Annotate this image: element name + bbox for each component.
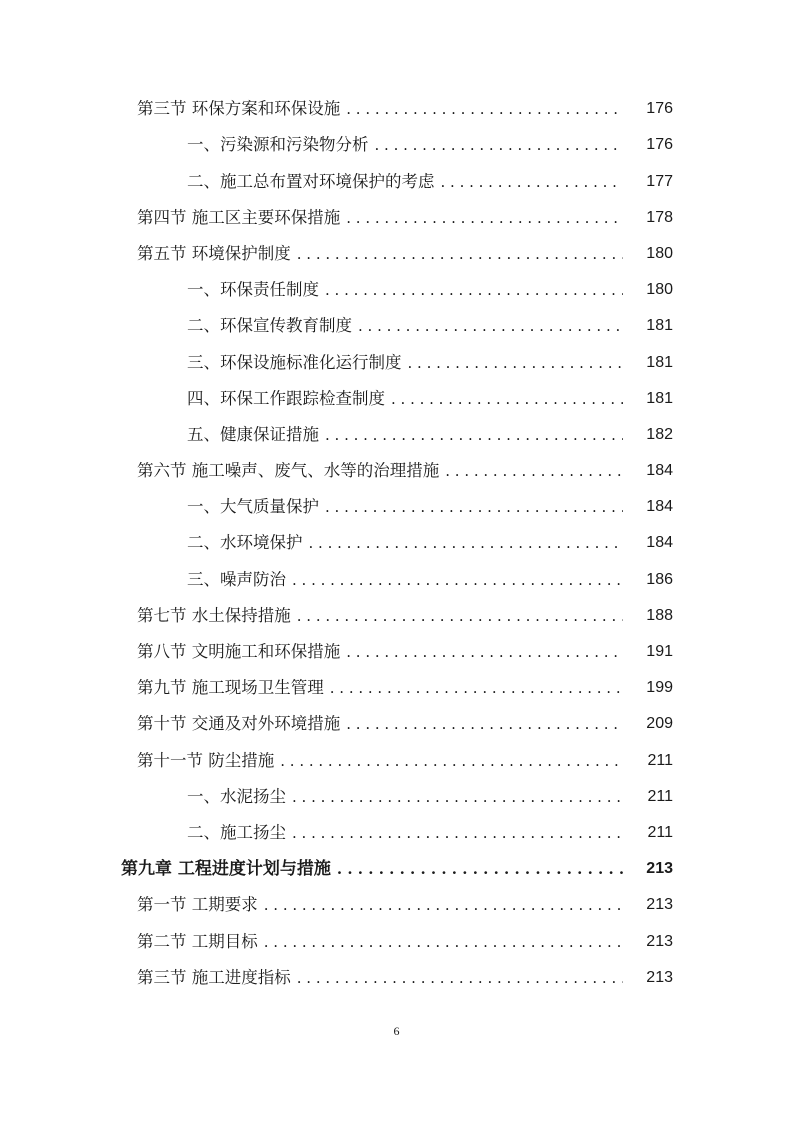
table-of-contents (0, 90, 793, 995)
toc-entry-page: 211 (647, 823, 673, 841)
toc-subsection-entry[interactable] (0, 524, 793, 560)
toc-entry-title: 第二节 工期目标 (137, 931, 258, 951)
toc-dot-leader (375, 135, 624, 155)
toc-dot-leader (292, 787, 623, 807)
toc-entry-page: 213 (646, 896, 673, 914)
toc-section-entry[interactable] (0, 741, 793, 777)
toc-section-entry[interactable] (0, 90, 793, 126)
toc-dot-leader (441, 172, 624, 192)
toc-dot-leader (292, 570, 623, 590)
toc-dot-leader (292, 823, 623, 843)
toc-dot-leader (264, 895, 623, 915)
toc-dot-leader (325, 280, 623, 300)
toc-entry-title: 一、大气质量保护 (187, 497, 319, 517)
toc-dot-leader (445, 461, 623, 481)
toc-dot-leader (346, 642, 623, 662)
toc-dot-leader (297, 244, 623, 264)
toc-dot-leader (391, 389, 623, 409)
toc-entry-title: 一、环保责任制度 (187, 280, 319, 300)
toc-section-entry[interactable] (0, 705, 793, 741)
toc-entry-page: 176 (646, 136, 673, 154)
toc-entry-page: 180 (646, 244, 673, 262)
toc-entry-title: 第七节 水土保持措施 (137, 605, 291, 625)
toc-entry-title: 五、健康保证措施 (187, 424, 319, 444)
toc-section-entry[interactable] (0, 199, 793, 235)
toc-dot-leader (346, 99, 623, 119)
toc-section-entry[interactable] (0, 959, 793, 995)
toc-entry-page: 181 (646, 389, 673, 407)
toc-entry-page: 182 (646, 425, 673, 443)
toc-entry-page: 186 (646, 570, 673, 588)
toc-entry-page: 184 (646, 462, 673, 480)
toc-subsection-entry[interactable] (0, 380, 793, 416)
toc-entry-title: 第八节 文明施工和环保措施 (137, 642, 341, 661)
toc-entry-title: 三、噪声防治 (187, 569, 286, 589)
toc-section-entry[interactable] (0, 597, 793, 633)
toc-entry-page: 176 (646, 100, 673, 118)
toc-entry-title: 第四节 施工区主要环保措施 (137, 207, 341, 227)
toc-entry-page: 213 (646, 860, 673, 878)
toc-dot-leader (325, 425, 623, 445)
toc-entry-page: 191 (646, 643, 673, 660)
toc-entry-title: 第十节 交通及对外环境措施 (137, 714, 341, 734)
toc-entry-title: 第五节 环境保护制度 (137, 243, 291, 263)
toc-entry-page: 213 (646, 968, 673, 986)
toc-section-entry[interactable] (0, 235, 793, 271)
toc-entry-title: 第三节 施工进度指标 (137, 967, 291, 987)
toc-entry-page: 188 (646, 606, 673, 624)
toc-entry-page: 177 (646, 172, 673, 190)
toc-section-entry[interactable] (0, 886, 793, 922)
toc-entry-page: 184 (646, 534, 673, 552)
toc-section-entry[interactable] (0, 633, 793, 669)
toc-entry-title: 二、施工总布置对环境保护的考虑 (187, 171, 435, 191)
toc-entry-title: 二、施工扬尘 (187, 822, 286, 842)
toc-subsection-entry[interactable] (0, 560, 793, 596)
toc-entry-page: 184 (646, 498, 673, 516)
toc-entry-page: 178 (646, 208, 673, 226)
toc-dot-leader (330, 678, 623, 698)
toc-entry-page: 209 (646, 715, 673, 733)
toc-entry-page: 211 (647, 787, 673, 805)
toc-entry-title: 一、污染源和污染物分析 (187, 135, 369, 155)
toc-dot-leader (309, 533, 624, 553)
toc-entry-page: 180 (646, 281, 673, 299)
toc-subsection-entry[interactable] (0, 488, 793, 524)
toc-section-entry[interactable] (0, 669, 793, 705)
toc-dot-leader (346, 714, 623, 734)
toc-subsection-entry[interactable] (0, 307, 793, 343)
toc-entry-title: 二、环保宣传教育制度 (187, 316, 352, 336)
toc-entry-title: 第九章 工程进度计划与措施 (121, 859, 331, 880)
toc-subsection-entry[interactable] (0, 778, 793, 814)
toc-subsection-entry[interactable] (0, 416, 793, 452)
page-number: 6 (393, 1024, 400, 1038)
toc-dot-leader (346, 208, 623, 228)
toc-dot-leader (280, 751, 623, 771)
toc-entry-title: 第十一节 防尘措施 (137, 750, 275, 770)
toc-dot-leader (358, 316, 623, 336)
toc-entry-title: 第六节 施工噪声、废气、水等的治理措施 (137, 461, 440, 481)
toc-entry-title: 二、水环境保护 (187, 533, 303, 553)
toc-subsection-entry[interactable] (0, 126, 793, 162)
toc-section-entry[interactable] (0, 922, 793, 958)
toc-entry-title: 第一节 工期要求 (137, 895, 258, 915)
toc-entry-title: 四、环保工作跟踪检查制度 (187, 388, 385, 408)
toc-dot-leader (408, 353, 624, 373)
toc-section-entry[interactable] (0, 452, 793, 488)
toc-entry-page: 211 (647, 751, 673, 769)
toc-entry-page: 181 (646, 317, 673, 335)
toc-chapter-entry[interactable] (0, 850, 793, 886)
toc-entry-title: 一、水泥扬尘 (187, 786, 286, 806)
toc-entry-title: 三、环保设施标准化运行制度 (187, 352, 402, 372)
toc-subsection-entry[interactable] (0, 271, 793, 307)
toc-subsection-entry[interactable] (0, 162, 793, 198)
toc-dot-leader (297, 968, 623, 988)
toc-entry-page: 213 (646, 932, 673, 950)
toc-subsection-entry[interactable] (0, 343, 793, 379)
toc-dot-leader (264, 932, 623, 952)
toc-entry-page: 199 (646, 679, 673, 697)
toc-entry-page: 181 (646, 353, 673, 371)
toc-entry-title: 第九节 施工现场卫生管理 (137, 678, 324, 698)
toc-dot-leader (325, 497, 623, 517)
toc-subsection-entry[interactable] (0, 814, 793, 850)
toc-dot-leader (337, 859, 623, 879)
toc-entry-title: 第三节 环保方案和环保设施 (137, 99, 341, 119)
toc-dot-leader (297, 606, 623, 626)
